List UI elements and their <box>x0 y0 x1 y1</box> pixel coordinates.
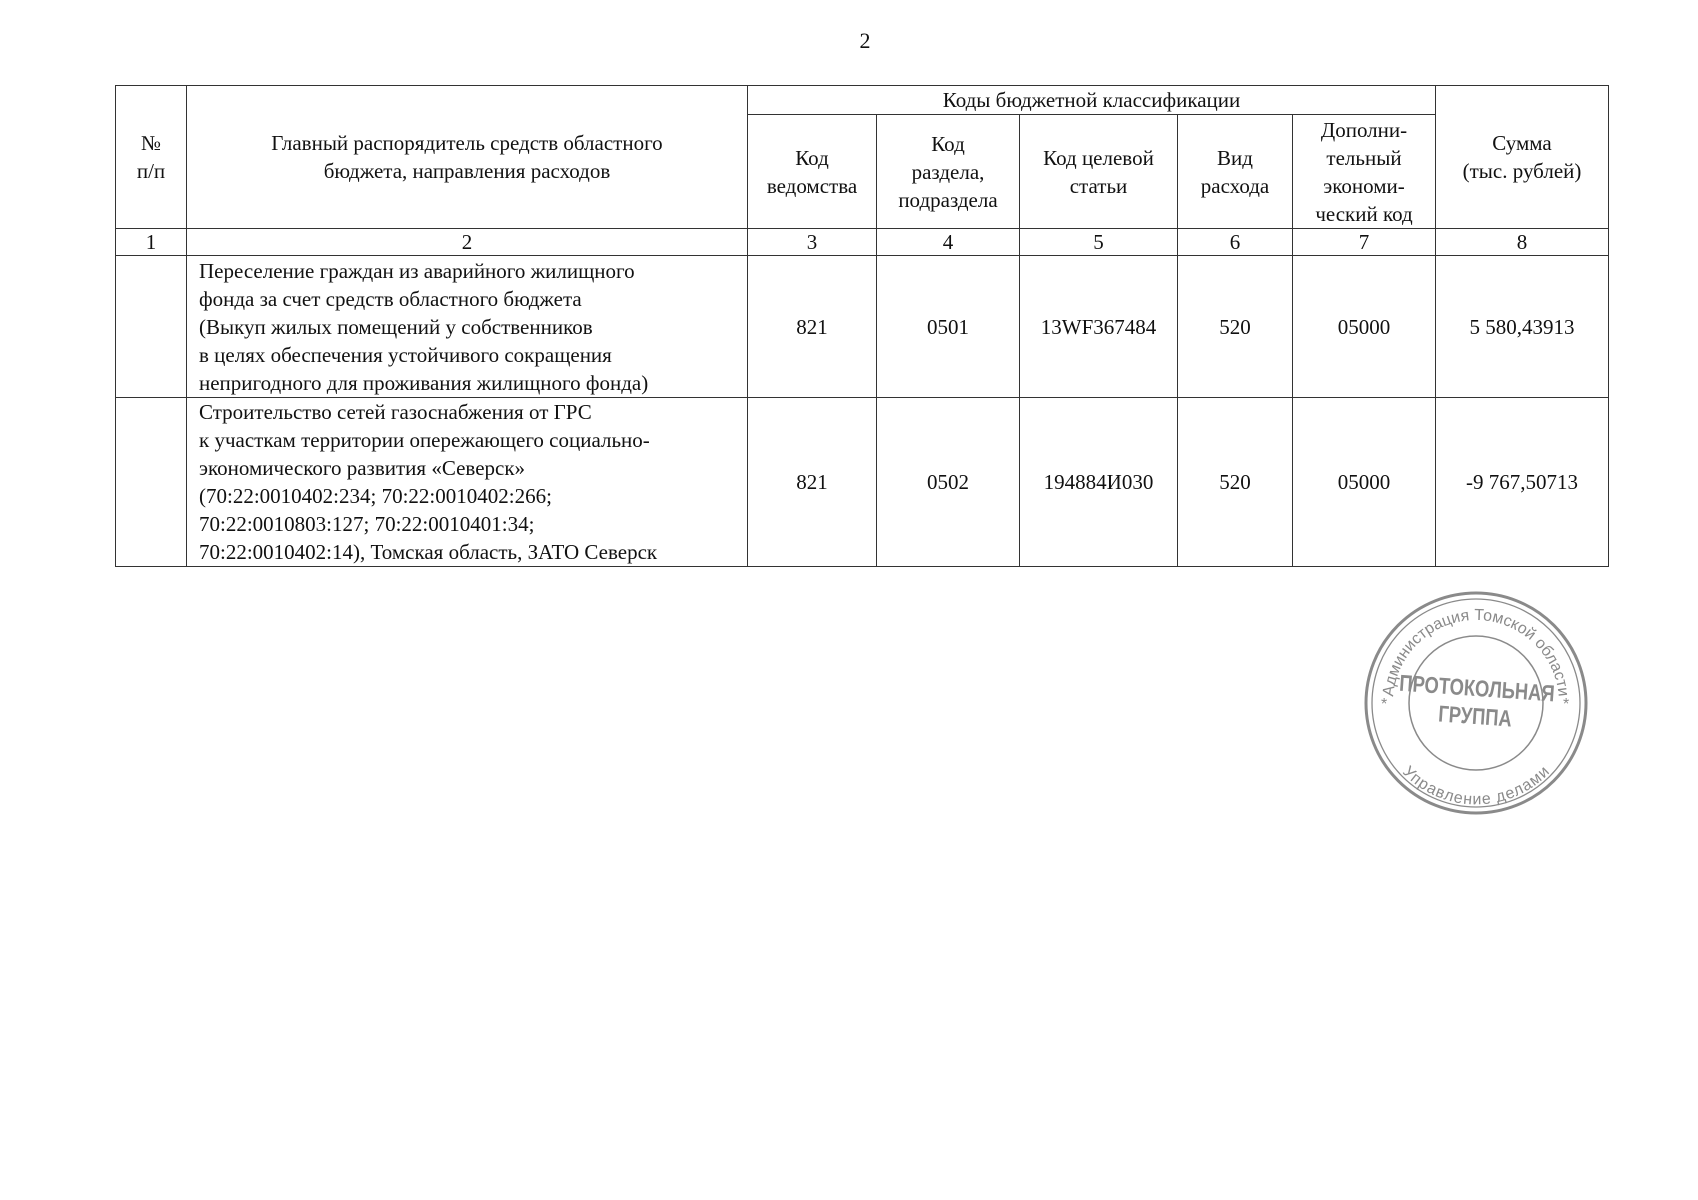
seal-star-left: * <box>1381 696 1388 713</box>
seal-bottom-path: Управление делами <box>1399 763 1553 809</box>
row-section-code: 0502 <box>877 398 1020 567</box>
row-sum: -9 767,50713 <box>1436 398 1609 567</box>
official-seal <box>1363 590 1589 816</box>
header-target-code: Код целевой статьи <box>1020 115 1178 229</box>
seal-star-right: * <box>1563 696 1570 713</box>
table-row <box>116 256 1609 398</box>
row-target-code: 194884И030 <box>1020 398 1178 567</box>
column-number: 2 <box>187 229 748 256</box>
header-dept-code: Код ведомства <box>748 115 877 229</box>
header-sum: Сумма (тыс. рублей) <box>1436 86 1609 229</box>
row-section-code: 0501 <box>877 256 1020 398</box>
header-expense-type: Вид расхода <box>1178 115 1293 229</box>
row-expense-type: 520 <box>1178 256 1293 398</box>
column-number: 3 <box>748 229 877 256</box>
row-name: Строительство сетей газоснабжения от ГРС к участкам территории опережающего социально- экономического развития «Северск» (70:22:0010402:234; 70:22:0010402:266; 70:22:0010803:127; 70:22:0010401:34; 70:22:0010402:14), Томская область, ЗАТО Северск <box>187 398 748 567</box>
column-number: 7 <box>1293 229 1436 256</box>
column-number: 5 <box>1020 229 1178 256</box>
header-name: Главный распорядитель средств областного бюджета, направления расходов <box>187 86 748 229</box>
column-number: 8 <box>1436 229 1609 256</box>
column-number: 1 <box>116 229 187 256</box>
header-num: № п/п <box>116 86 187 229</box>
header-econ-code: Дополни- тельный экономи- ческий код <box>1293 115 1436 229</box>
row-expense-type: 520 <box>1178 398 1293 567</box>
row-num <box>116 256 187 398</box>
row-econ-code: 05000 <box>1293 398 1436 567</box>
column-number: 6 <box>1178 229 1293 256</box>
column-number-row <box>116 229 1609 256</box>
seal-center <box>1397 671 1556 735</box>
row-target-code: 13WF367484 <box>1020 256 1178 398</box>
seal-center-line1: ПРОТОКОЛЬНАЯ <box>1398 670 1556 707</box>
seal-top-path: Администрация Томской области <box>1380 606 1572 698</box>
seal-center-line2: ГРУППА <box>1437 701 1513 733</box>
row-num <box>116 398 187 567</box>
budget-table <box>115 85 1609 567</box>
row-dept-code: 821 <box>748 256 877 398</box>
row-dept-code: 821 <box>748 398 877 567</box>
table-row <box>116 398 1609 567</box>
page-number: 2 <box>859 28 871 53</box>
column-number: 4 <box>877 229 1020 256</box>
row-econ-code: 05000 <box>1293 256 1436 398</box>
row-sum: 5 580,43913 <box>1436 256 1609 398</box>
header-budget-codes: Коды бюджетной классификации <box>748 86 1436 115</box>
header-row-top <box>116 86 1609 115</box>
header-section-code: Код раздела, подраздела <box>877 115 1020 229</box>
row-name: Переселение граждан из аварийного жилищного фонда за счет средств областного бюджета (Выкуп жилых помещений у собственников в целях обеспечения устойчивого сокращения непригодного для проживания жилищного фонда) <box>187 256 748 398</box>
